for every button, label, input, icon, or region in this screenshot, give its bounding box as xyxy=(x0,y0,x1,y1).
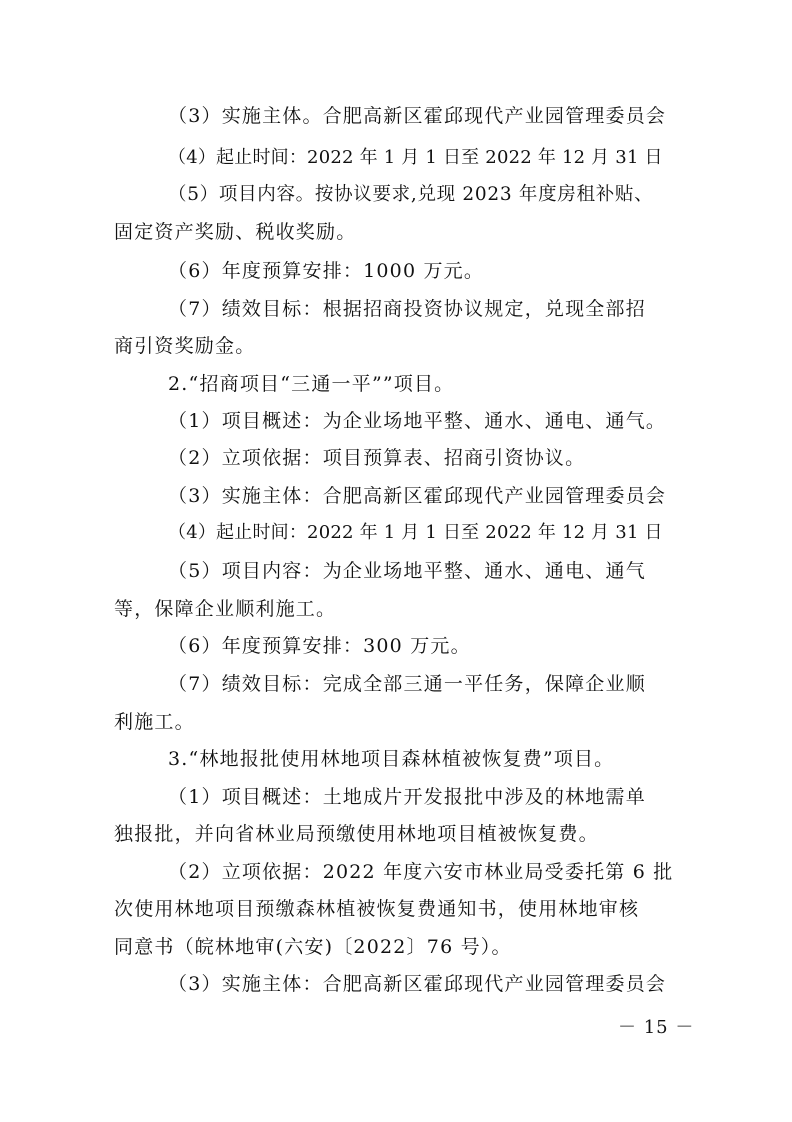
text-line: （5）项目内容。按协议要求,兑现 2023 年度房租补贴、 xyxy=(168,184,654,205)
text-line: （6）年度预算安排：1000 万元。 xyxy=(168,260,485,282)
text-line: （4）起止时间：2022 年 1 月 1 日至 2022 年 12 月 31 日 xyxy=(168,147,663,168)
text-line: （1）项目概述：土地成片开发报批中涉及的林地需单 xyxy=(168,786,646,808)
text-line: （3）实施主体。合肥高新区霍邱现代产业园管理委员会 xyxy=(168,105,667,127)
section-heading: 3.“林地报批使用林地项目森林植被恢复费”项目。 xyxy=(168,748,615,770)
text-line: 次使用林地项目预缴森林植被恢复费通知书，使用林地审核 xyxy=(114,898,640,920)
page-number: － 15 － xyxy=(618,1017,695,1038)
text-line: 固定资产奖励、税收奖励。 xyxy=(114,221,357,243)
text-line: 利施工。 xyxy=(114,711,195,733)
text-line: （6）年度预算安排：300 万元。 xyxy=(168,635,471,657)
text-line: （4）起止时间：2022 年 1 月 1 日至 2022 年 12 月 31 日 xyxy=(168,522,663,543)
text-line: 等，保障企业顺利施工。 xyxy=(114,598,337,620)
text-line: （3）实施主体：合肥高新区霍邱现代产业园管理委员会 xyxy=(168,973,667,995)
text-line: （2）立项依据：2022 年度六安市林业局受委托第 6 批 xyxy=(168,861,674,883)
text-line: 独报批，并向省林业局预缴使用林地项目植被恢复费。 xyxy=(114,823,599,845)
section-heading: 2.“招商项目“三通一平””项目。 xyxy=(168,373,455,395)
text-line: （5）项目内容：为企业场地平整、通水、通电、通气 xyxy=(168,560,646,582)
text-line: （3）实施主体：合肥高新区霍邱现代产业园管理委员会 xyxy=(168,485,667,507)
text-line: （2）立项依据：项目预算表、招商引资协议。 xyxy=(168,447,586,469)
text-line: 商引资奖励金。 xyxy=(114,335,256,357)
text-line: （7）绩效目标：完成全部三通一平任务，保障企业顺 xyxy=(168,673,646,695)
text-line: （1）项目概述：为企业场地平整、通水、通电、通气。 xyxy=(168,410,667,432)
text-line: 同意书（皖林地审(六安)〔2022〕76 号）。 xyxy=(114,936,512,958)
text-line: （7）绩效目标：根据招商投资协议规定，兑现全部招 xyxy=(168,298,646,320)
